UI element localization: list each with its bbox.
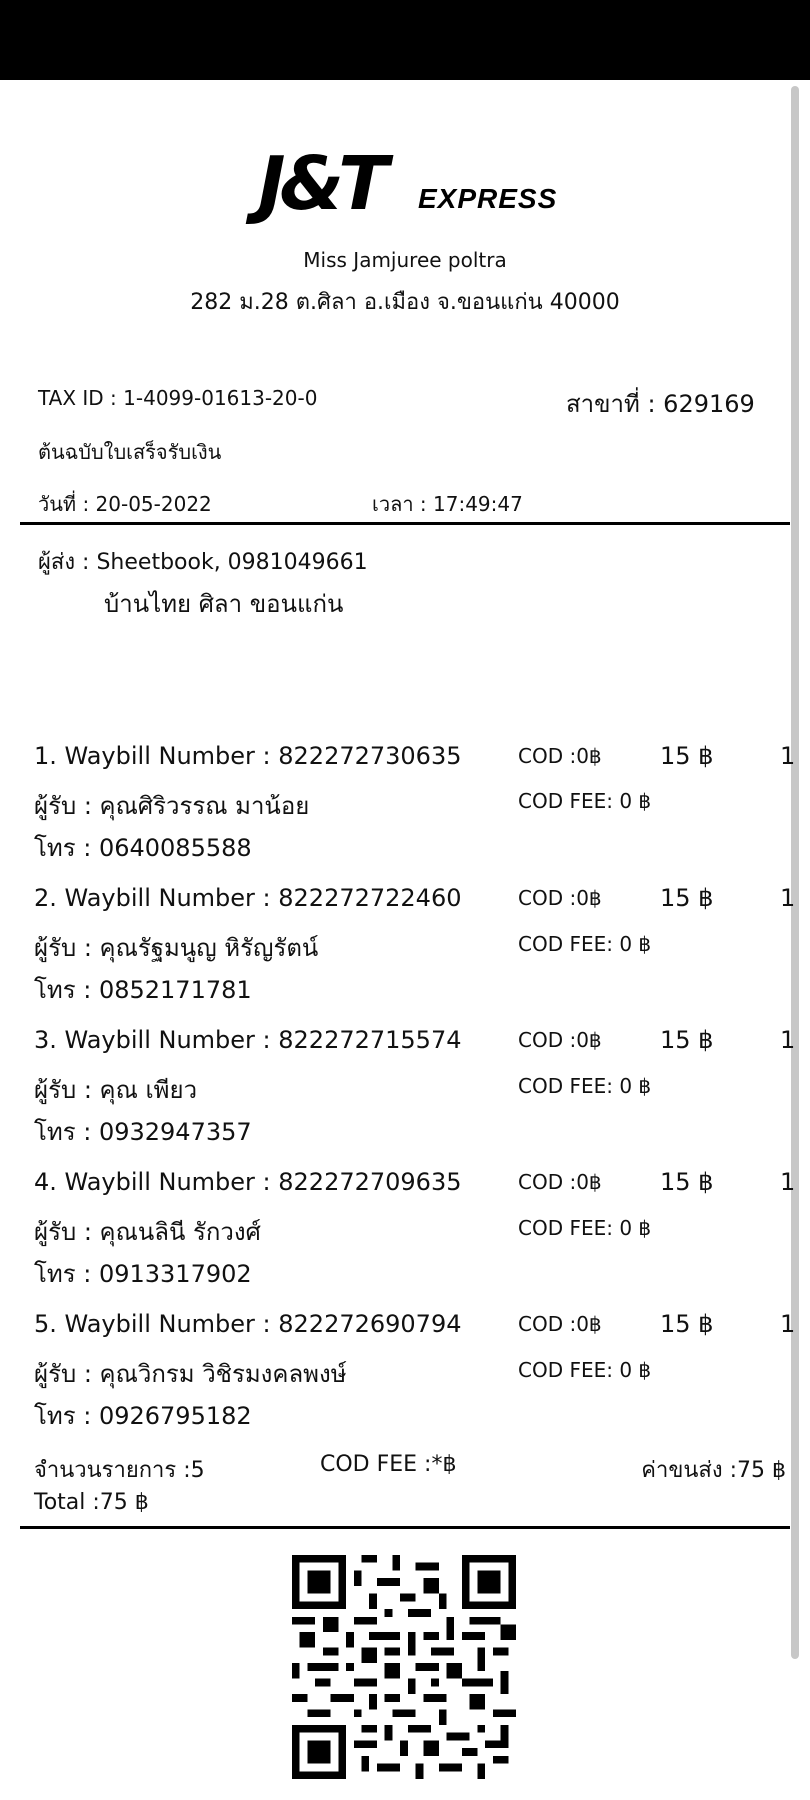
item-cod-fee: COD FEE: 0 ฿: [518, 789, 652, 813]
receiver-phone: โทร : 0913317902: [34, 1260, 252, 1288]
waybill-number: 1. Waybill Number : 822272730635: [34, 742, 462, 770]
item-qty: 1: [780, 742, 796, 770]
item-cod-fee: COD FEE: 0 ฿: [518, 932, 652, 956]
sender-address: บ้านไทย ศิลา ขอนแก่น: [104, 590, 344, 618]
receiver-phone: โทร : 0926795182: [34, 1402, 252, 1430]
divider-top: [20, 522, 790, 525]
receiver-phone: โทร : 0852171781: [34, 976, 252, 1004]
receiver-phone: โทร : 0932947357: [34, 1118, 252, 1146]
cod-fee-total: COD FEE :*฿: [320, 1452, 457, 1477]
tax-id: TAX ID : 1-4099-01613-20-0: [38, 386, 318, 410]
item-price: 15 ฿: [660, 1310, 714, 1338]
item-cod: COD :0฿: [518, 1312, 602, 1336]
receiver-name: ผู้รับ : คุณ เพียว: [34, 1076, 198, 1104]
item-cod-fee: COD FEE: 0 ฿: [518, 1358, 652, 1382]
receiver-phone: โทร : 0640085588: [34, 834, 252, 862]
receiver-name: ผู้รับ : คุณนลินี รักวงศ์: [34, 1218, 261, 1246]
receiver-name: ผู้รับ : คุณวิกรม วิชิรมงคลพงษ์: [34, 1360, 347, 1388]
shipping-total: ค่าขนส่ง :75 ฿: [641, 1458, 786, 1483]
merchant-name: Miss Jamjuree poltra: [303, 248, 507, 272]
item-cod: COD :0฿: [518, 1170, 602, 1194]
divider-bottom: [20, 1526, 790, 1529]
item-qty: 1: [780, 884, 796, 912]
item-qty: 1: [780, 1168, 796, 1196]
logo-mark: J&T: [258, 141, 383, 227]
document-type: ต้นฉบับใบเสร็จรับเงิน: [38, 440, 222, 464]
item-qty: 1: [780, 1310, 796, 1338]
item-price: 15 ฿: [660, 742, 714, 770]
item-price: 15 ฿: [660, 1026, 714, 1054]
receipt-time: เวลา : 17:49:47: [372, 492, 523, 516]
scrollbar[interactable]: [791, 86, 799, 1659]
sender-line: ผู้ส่ง : Sheetbook, 0981049661: [38, 550, 368, 575]
logo-word: EXPRESS: [418, 183, 558, 214]
item-price: 15 ฿: [660, 884, 714, 912]
item-cod: COD :0฿: [518, 1028, 602, 1052]
waybill-number: 5. Waybill Number : 822272690794: [34, 1310, 462, 1338]
receiver-name: ผู้รับ : คุณศิริวรรณ มาน้อย: [34, 792, 310, 820]
waybill-number: 3. Waybill Number : 822272715574: [34, 1026, 462, 1054]
status-bar: [0, 0, 810, 80]
item-qty: 1: [780, 1026, 796, 1054]
merchant-address: 282 ม.28 ต.ศิลา อ.เมือง จ.ขอนแก่น 40000: [190, 290, 620, 315]
receipt-date: วันที่ : 20-05-2022: [38, 492, 212, 516]
item-cod-fee: COD FEE: 0 ฿: [518, 1074, 652, 1098]
item-cod-fee: COD FEE: 0 ฿: [518, 1216, 652, 1240]
waybill-number: 2. Waybill Number : 822272722460: [34, 884, 462, 912]
waybill-number: 4. Waybill Number : 822272709635: [34, 1168, 462, 1196]
item-cod: COD :0฿: [518, 886, 602, 910]
grand-total: Total :75 ฿: [34, 1490, 149, 1515]
item-cod: COD :0฿: [518, 744, 602, 768]
receiver-name: ผู้รับ : คุณรัฐมนูญ หิรัญรัตน์: [34, 934, 319, 962]
branch-number: สาขาที่ : 629169: [566, 390, 755, 418]
qr-code-icon: [292, 1555, 516, 1779]
item-count: จำนวนรายการ :5: [34, 1458, 205, 1483]
item-price: 15 ฿: [660, 1168, 714, 1196]
